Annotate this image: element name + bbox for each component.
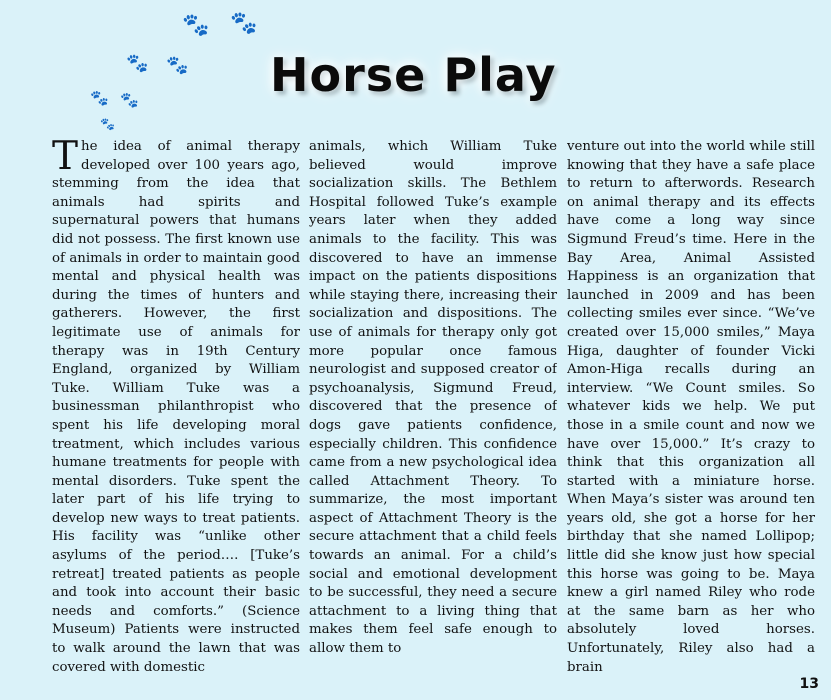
column-1-text: he idea of animal therapy developed over 100 years ago, stemming from the idea that animals had spirits and supernatural powers that humans did not possess. The first known use of animals in order to maintain good mental and physical health was during the times of hunters and gatherers. However, the first legitimate use of animals for therapy was in 19th Century England, organized by William Tuke. William Tuke was a businessman philanthropist who spent his life developing moral treatment, which includes various humane treatments for people with mental disorders. Tuke spent the later part of his life trying to develop new ways to treat patients. His facility was “unlike other asylums of the period…. [Tuke’s retreat] treated patients as people and took into account their basic needs and comforts.” (Science Museum) Patients were instructed to walk around the lawn that was covered with domestic <box>52 139 300 675</box>
article-column-3 <box>567 138 815 678</box>
article-column-2 <box>309 138 557 678</box>
page-number: 13 <box>799 676 819 692</box>
paw-print-icon: 🐾 <box>126 53 149 74</box>
paw-print-icon: 🐾 <box>120 91 139 109</box>
paw-print-icon: 🐾 <box>166 55 189 76</box>
drop-cap: T <box>52 138 79 179</box>
article-column-1 <box>52 138 300 678</box>
article-title: Horse Play <box>270 48 557 102</box>
paw-print-icon: 🐾 <box>182 13 210 38</box>
column-3-text: venture out into the world while still knowing that they have a safe place to return to afterwords. Research on animal therapy and its effects have come a long way since Sigmund Freud’s time. Here in the Bay Area, Animal Assisted Happiness is an organization that launched in 2009 and has been collecting smiles ever since. “We’ve created over 15,000 smiles,” Maya Higa, daughter of founder Vicki Amon-Higa recalls during an interview. “We Count smiles. So whatever kids we help. We put those in a smile count and now we have over 15,000.” It’s crazy to think that this organization all started with a miniature horse. When Maya’s sister was around ten years old, she got a horse for her birthday that she named Lollipop; little did she know just how special this horse was going to be. Maya knew a girl named Riley who rode at the same barn as her who absolutely loved horses. Unfortunately, Riley also had a brain <box>567 139 815 675</box>
column-2-text: animals, which William Tuke believed would improve socialization skills. The Bethlem Hospital followed Tuke’s example years later when they added animals to the facility. This was discovered to have an immense impact on the patients dispositions while staying there, increasing their socialization and dispositions. The use of animals for therapy only got more popular once famous neurologist and supposed creator of psychoanalysis, Sigmund Freud, discovered that the presence of dogs gave patients confidence, especially children. This confidence came from a new psychological idea called Attachment Theory. To summarize, the most important aspect of Attachment Theory is the secure attachment that a child feels towards an animal. For a child’s social and emotional development to be successful, they need a secure attachment to a living thing that makes them feel safe enough to allow them to <box>309 139 557 657</box>
paw-print-icon: 🐾 <box>230 11 258 36</box>
paw-print-icon: 🐾 <box>90 89 109 107</box>
paw-print-trail <box>70 5 270 135</box>
paw-print-icon: 🐾 <box>100 117 115 131</box>
